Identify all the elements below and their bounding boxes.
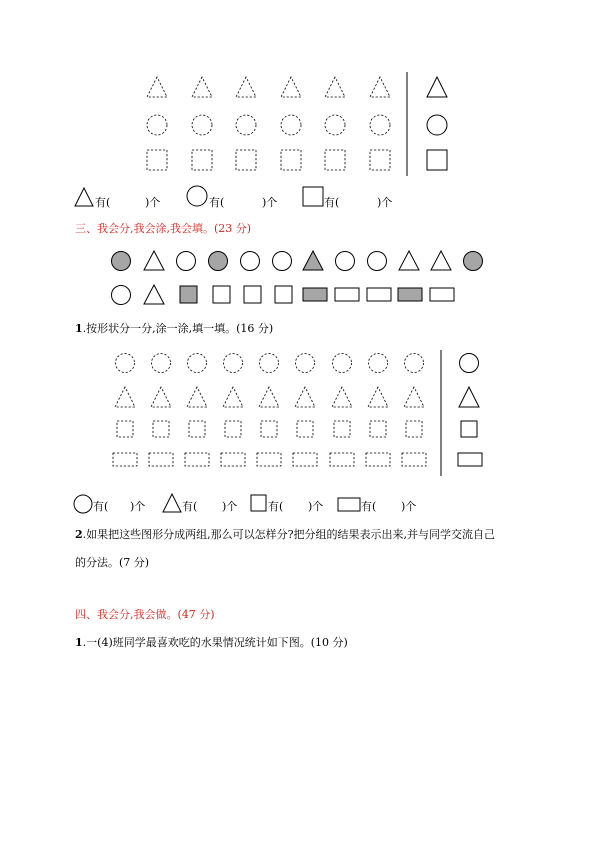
question-4-1 [75, 636, 348, 650]
dashed-square [117, 421, 133, 437]
shape-grid-2 [0, 340, 595, 520]
dashed-triangle-row [115, 387, 424, 407]
rectangle [367, 288, 391, 301]
tally-count-label: 有( [95, 196, 111, 209]
tally-count-label: 有( [268, 500, 284, 513]
solid-triangle [427, 77, 447, 97]
dashed-rectangle [402, 453, 426, 466]
dashed-circle [192, 115, 212, 135]
question-3-1 [75, 322, 273, 336]
question-3-2-line1 [75, 528, 495, 542]
dashed-circle [325, 115, 345, 135]
dashed-triangle [332, 387, 352, 407]
dashed-circle [224, 354, 243, 373]
triangle-icon [75, 188, 93, 206]
shape-grid-1 [0, 0, 595, 200]
dashed-square-row [147, 150, 390, 170]
dashed-square [153, 421, 169, 437]
solid-rectangle [458, 453, 482, 466]
question-number: 1 [75, 636, 83, 649]
dashed-circle [296, 354, 315, 373]
question-number: 2 [75, 528, 83, 541]
section-3-title: 三、我会分,我会涂,我会填。(23 分) [75, 222, 252, 235]
dashed-triangle [115, 387, 135, 407]
triangle [399, 251, 419, 270]
dashed-square [147, 150, 167, 170]
dashed-triangle [187, 387, 207, 407]
tally-unit: )个 [262, 196, 278, 209]
dashed-circle [188, 354, 207, 373]
tally-unit: )个 [377, 196, 393, 209]
dashed-triangle [370, 77, 390, 97]
tally-count-label: 有( [361, 500, 377, 513]
question-text: .一(4)班同学最喜欢吃的水果情况统计如下图。(10 分) [82, 636, 348, 649]
solid-square [461, 421, 477, 437]
circle [273, 252, 292, 271]
rectangle [335, 288, 359, 301]
dashed-circle [333, 354, 352, 373]
tally-count-label: 有( [209, 196, 225, 209]
dashed-circle-row [147, 115, 390, 135]
dashed-square [334, 421, 350, 437]
tally-count-label: 有( [182, 500, 198, 513]
dashed-rectangle [293, 453, 317, 466]
tally-unit: )个 [130, 500, 146, 513]
grey-square [180, 286, 197, 303]
dashed-circle-row [116, 354, 424, 373]
shape-grid-2-svg [0, 340, 595, 520]
dashed-circle [152, 354, 171, 373]
grey-circle [209, 252, 228, 271]
circle-icon [74, 495, 92, 513]
dashed-rectangle [257, 453, 281, 466]
section-4-title: 四、我会分,我会做。(47 分) [75, 608, 215, 621]
dashed-triangle [192, 77, 212, 97]
dashed-triangle [404, 387, 424, 407]
solid-circle [427, 115, 447, 135]
tally-unit: )个 [308, 500, 324, 513]
question-text: .按形状分一分,涂一涂,填一填。(16 分) [82, 322, 274, 335]
dashed-triangle [223, 387, 243, 407]
solid-square [427, 150, 447, 170]
triangle-icon [163, 494, 181, 512]
shape-grid-1-svg [0, 0, 595, 200]
dashed-circle [405, 354, 424, 373]
solid-sample-shapes [458, 354, 482, 467]
dashed-triangle [236, 77, 256, 97]
grey-rectangle [303, 288, 327, 301]
grey-circle [112, 252, 131, 271]
circle [112, 286, 131, 305]
tally-unit: )个 [222, 500, 238, 513]
dashed-triangle [295, 387, 315, 407]
question-text: .如果把这些图形分成两组,那么可以怎样分?把分组的结果表示出来,并与同学交流自己 [82, 528, 496, 541]
triangle [431, 251, 451, 270]
rectangle-icon [338, 498, 360, 511]
mixed-shapes-svg [0, 240, 595, 310]
square [213, 286, 230, 303]
dashed-square [192, 150, 212, 170]
dashed-rectangle [366, 453, 390, 466]
grey-circle [464, 252, 483, 271]
triangle [144, 285, 164, 304]
dashed-square [406, 421, 422, 437]
dashed-square [281, 150, 301, 170]
triangle [144, 251, 164, 270]
dashed-square [297, 421, 313, 437]
grey-rectangle [398, 288, 422, 301]
dashed-square [261, 421, 277, 437]
tally-count-label: 有( [324, 196, 340, 209]
dashed-square [236, 150, 256, 170]
square [244, 286, 261, 303]
dashed-circle [116, 354, 135, 373]
square-icon [251, 495, 266, 511]
dashed-circle [147, 115, 167, 135]
dashed-square [370, 421, 386, 437]
dashed-square [189, 421, 205, 437]
dashed-square-row [117, 421, 422, 437]
square-icon [303, 187, 323, 206]
tally-unit: )个 [145, 196, 161, 209]
dashed-triangle [368, 387, 388, 407]
dashed-circle [369, 354, 388, 373]
solid-triangle [459, 387, 479, 407]
dashed-triangle [259, 387, 279, 407]
dashed-rectangle [221, 453, 245, 466]
dashed-circle [260, 354, 279, 373]
dashed-square [325, 150, 345, 170]
circle [368, 252, 387, 271]
dashed-square [225, 421, 241, 437]
dashed-rectangle-row [113, 453, 426, 466]
circle [177, 252, 196, 271]
dashed-triangle [151, 387, 171, 407]
rectangle [430, 288, 454, 301]
grey-triangle [303, 251, 323, 270]
dashed-rectangle [113, 453, 137, 466]
dashed-square [370, 150, 390, 170]
solid-sample-shapes [427, 77, 447, 170]
question-number: 1 [75, 322, 83, 335]
solid-circle [460, 354, 479, 373]
square [275, 286, 292, 303]
circle [336, 252, 355, 271]
circle-icon [187, 186, 207, 206]
mixed-shapes [0, 240, 595, 310]
dashed-triangle [147, 77, 167, 97]
dashed-circle [370, 115, 390, 135]
dashed-rectangle [185, 453, 209, 466]
dashed-circle [236, 115, 256, 135]
dashed-circle [281, 115, 301, 135]
tally-count-label: 有( [93, 500, 109, 513]
dashed-triangle [325, 77, 345, 97]
question-3-2-line2: 的分法。(7 分) [75, 556, 150, 569]
circle [241, 252, 260, 271]
dashed-rectangle [330, 453, 354, 466]
dashed-rectangle [149, 453, 173, 466]
dashed-triangle [281, 77, 301, 97]
dashed-triangle-row [147, 77, 390, 97]
tally-unit: )个 [401, 500, 417, 513]
